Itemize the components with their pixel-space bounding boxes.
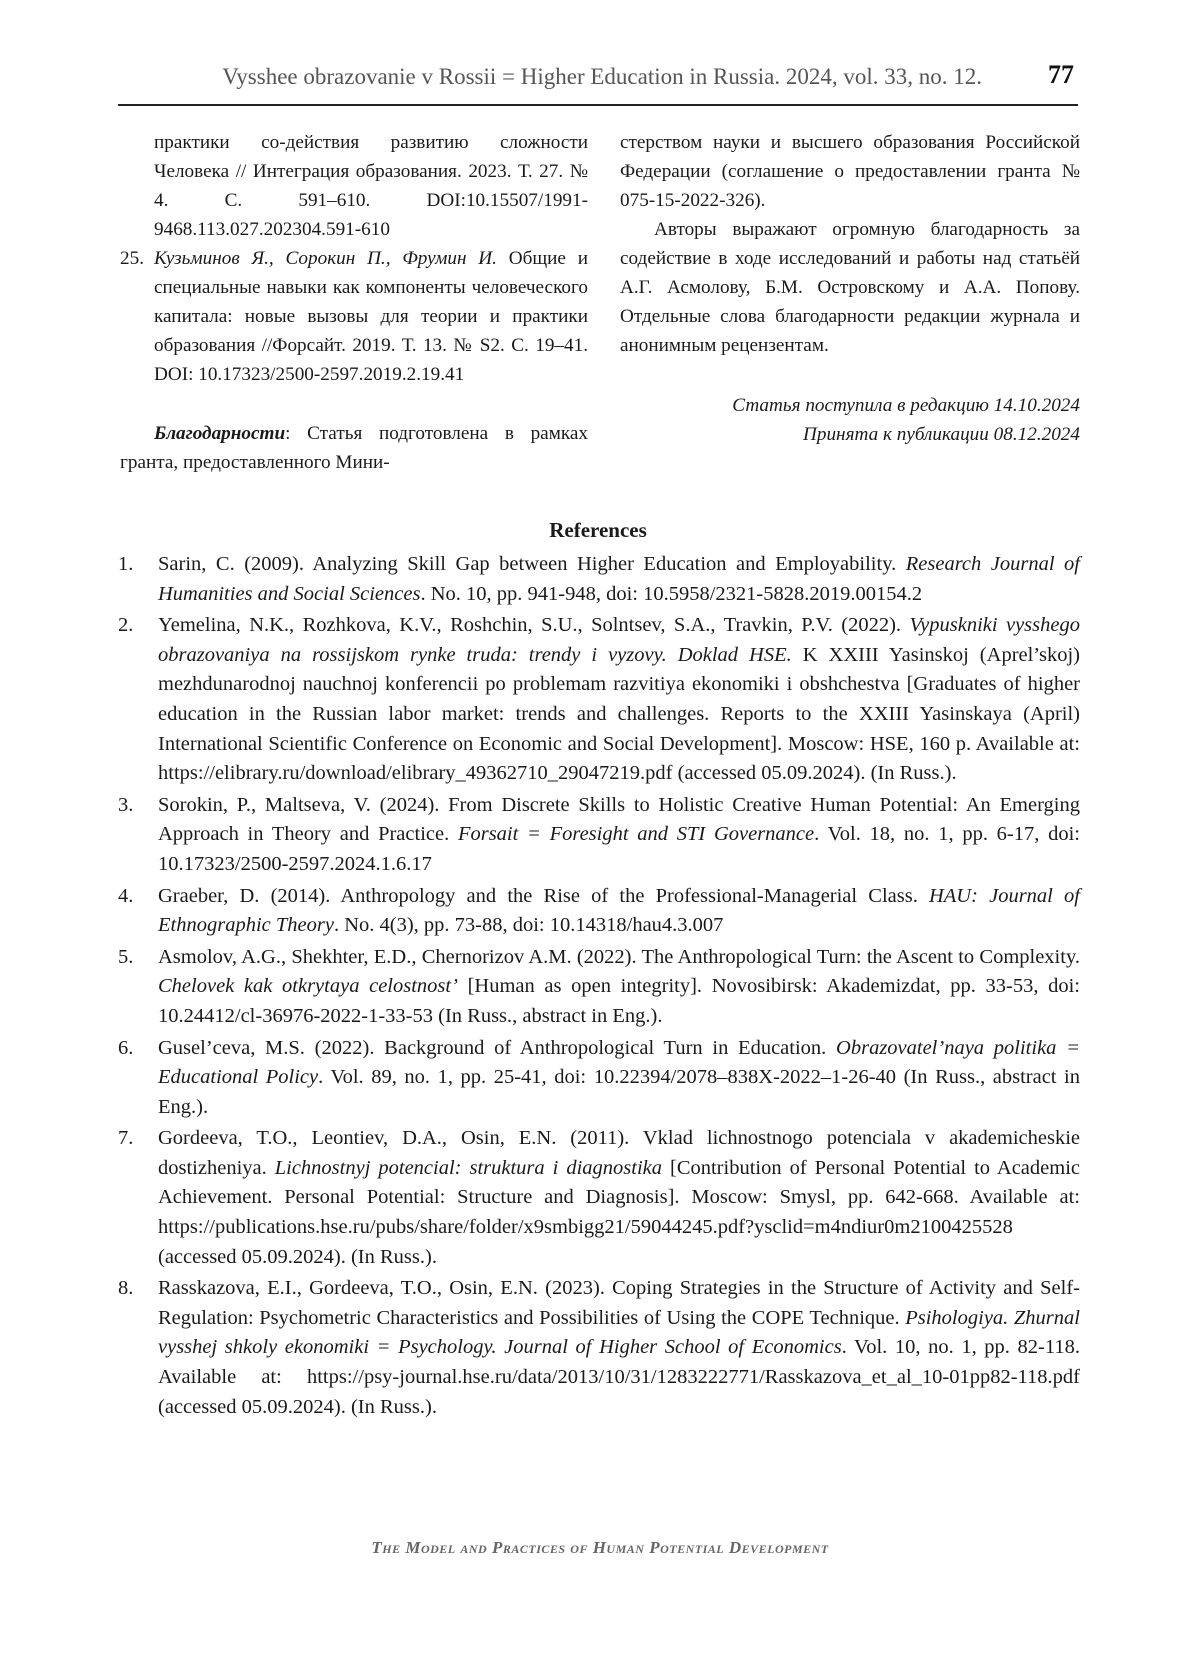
reference-number: 8. [118,1277,134,1300]
reference-text: Sarin, C. (2009). Analyzing Skill Gap between Higher Education and Employability. [158,553,906,575]
reference-source: Vypuskniki vysshego obrazovaniya na rossijskom rynke truda: trendy i vyzovy. Doklad HSE. [158,614,1080,666]
reference-number: 6. [118,1036,134,1059]
reference-25-text: Общие и специальные навыки как компоненты человеческого капитала: новые вызовы для теории и практики образования //Форсайт. 2019. Т. 13. № S2. С. 19–41. DOI: 10.17323/2500-2597.2019.2.19.41 [154,248,588,385]
acknowledgements-heading: Благодарности [154,423,286,444]
accepted-date: Принята к публикации 08.12.2024 [803,424,1080,445]
references-heading: References [549,518,647,542]
journal-citation: Vysshee obrazovanie v Rossii = Higher Education in Russia. 2024, vol. 33, no. 12. [222,64,982,89]
reference-text: Graeber, D. (2014). Anthropology and the Rise of the Professional-Managerial Class. [158,884,929,907]
reference-text: . No. 4(3), pp. 73-88, doi: 10.14318/hau4.3.007 [333,914,724,937]
references-list [118,550,1080,1424]
reference-text: [Human as open integrity]. Novosibirsk: Akademizdat, pp. 33-53, doi: 10.24412/cl-36976-2022-1-33-53 (In Russ., abstract in Eng.). [158,975,1080,1027]
reference-text: . Vol. 18, no. 1, pp. 6-17, doi: 10.17323/2500-2597.2024.1.6.17 [158,823,1080,875]
right-column [620,128,1080,449]
reference-source: Chelovek kak otkrytaya celostnost’ [158,975,458,998]
reference-item [118,611,1080,789]
reference-number: 7. [118,1127,134,1150]
reference-item [118,1124,1080,1272]
reference-item [118,1034,1080,1123]
acknowledgements-text: : Статья подготовлена в рамках гранта, предоставленного Мини- [120,423,588,473]
reference-text: Gordeeva, T.O., Leontiev, D.A., Osin, E.N. (2011). Vklad lichnostnogo potenciala v akademicheskie dostizheniya. [158,1127,1080,1179]
reference-source: Research Journal of Humanities and Social Sciences [158,553,1080,605]
reference-number: 5. [118,945,134,968]
reference-text: . Vol. 89, no. 1, pp. 25-41, doi: 10.22394/2078–838X-2022–1-26-40 (In Russ., abstract in Eng.). [158,1066,1081,1118]
reference-24-continuation: практики со-действия развитию сложности Человека // Интеграция образования. 2023. Т. 27. № 4. С. 591–610. DOI:10.15507/1991-9468.113.027.202304.591-610 [154,132,588,240]
reference-text: Yemelina, N.K., Rozhkova, K.V., Roshchin, S.U., Solntsev, S.A., Travkin, P.V. (2022). [158,614,910,637]
reference-text: Asmolov, A.G., Shekhter, E.D., Chernorizov A.M. (2022). The Anthropological Turn: the Ascent to Complexity. [158,945,1080,968]
reference-text: . Vol. 10, no. 1, pp. 82-118. Available at: https://psy-journal.hse.ru/data/2013/10/31/1283222771/Rasskazova_et_al_10-01pp82-118.pdf (accessed 05.09.2024). (In Russ.). [158,1336,1080,1418]
reference-25-authors: Кузьминов Я., Сорокин П., Фрумин И. [154,248,497,269]
reference-source: HAU: Journal of Ethnographic Theory [158,884,1080,937]
reference-text: Rasskazova, E.I., Gordeeva, T.O., Osin, E.N. (2023). Coping Strategies in the Structure of Activity and Self-Regulation: Psychometric Characteristics and Possibilities of Using the COPE Technique. [158,1277,1080,1329]
reference-text: K XXIII Yasinskoj (Aprel’skoj) mezhdunarodnoj nauchnoj konferencii po problemam razvitiya ekonomiki i obshchestva [Graduates of higher education in the Russian labor market: trends and challenges. Reports to the XXIII Yasinskaya (April) International Scientific Conference on Economic and Social Development]. Moscow: HSE, 160 p. Available at: https://elibrary.ru/download/elibrary_49362710_29047219.pdf (accessed 05.09.2024). (In Russ.). [158,643,1081,785]
reference-number: 1. [118,553,134,575]
reference-25-number: 25. [120,248,144,269]
acknowledgements-start [120,419,588,477]
reference-number: 3. [118,793,134,816]
received-date: Статья поступила в редакцию 14.10.2024 [732,395,1080,416]
reference-source: Obrazovatel’naya politika = Educational Policy [158,1036,1080,1089]
reference-number: 4. [118,884,134,907]
reference-text: [Contribution of Personal Potential to Academic Achievement. Personal Potential: Structure and Diagnosis]. Moscow: Smysl, pp. 642-668. Available at: https://publications.hse.ru/pubs/share/folder/x9smbigg21/59044245.pdf?ysclid=m4ndiur0m2100425528 (accessed 05.09.2024). (In Russ.). [158,1156,1080,1268]
reference-item [118,1274,1080,1422]
reference-source: Forsait = Foresight and STI Governance [457,823,815,846]
reference-text: Gusel’ceva, M.S. (2022). Background of Anthropological Turn in Education. [158,1036,837,1059]
reference-text: . No. 10, pp. 941-948, doi: 10.5958/2321-5828.2019.00154.2 [420,582,923,605]
reference-item [118,550,1080,609]
running-head [118,62,1078,106]
reference-25 [120,244,588,389]
left-column [120,128,588,477]
reference-item [118,791,1080,880]
reference-number: 2. [118,614,134,637]
reference-item [118,882,1080,941]
page-number: 77 [1048,60,1074,89]
reference-source: Lichnostnyj potencial: struktura i diagnostika [274,1156,662,1179]
acknowledgements-continuation: стерством науки и высшего образования Российской Федерации (соглашение о предоставлении гранта № 075-15-2022-326). [620,132,1080,211]
running-footer: The Model and Practices of Human Potential Development [371,1538,829,1557]
reference-text: Sorokin, P., Maltseva, V. (2024). From Discrete Skills to Holistic Creative Human Potential: An Emerging Approach in Theory and Practice. [158,793,1080,846]
article-dates [620,391,1080,449]
author-thanks: Авторы выражают огромную благодарность за содействие в ходе исследований и работы над статьёй А.Г. Асмолову, Б.М. Островскому и А.А. Попову. Отдельные слова благодарности редакции журнала и анонимным рецензентам. [620,219,1080,356]
reference-item [118,943,1080,1032]
reference-source: Psihologiya. Zhurnal vysshej shkoly ekonomiki = Psychology. Journal of Higher School of Economics [158,1306,1080,1359]
